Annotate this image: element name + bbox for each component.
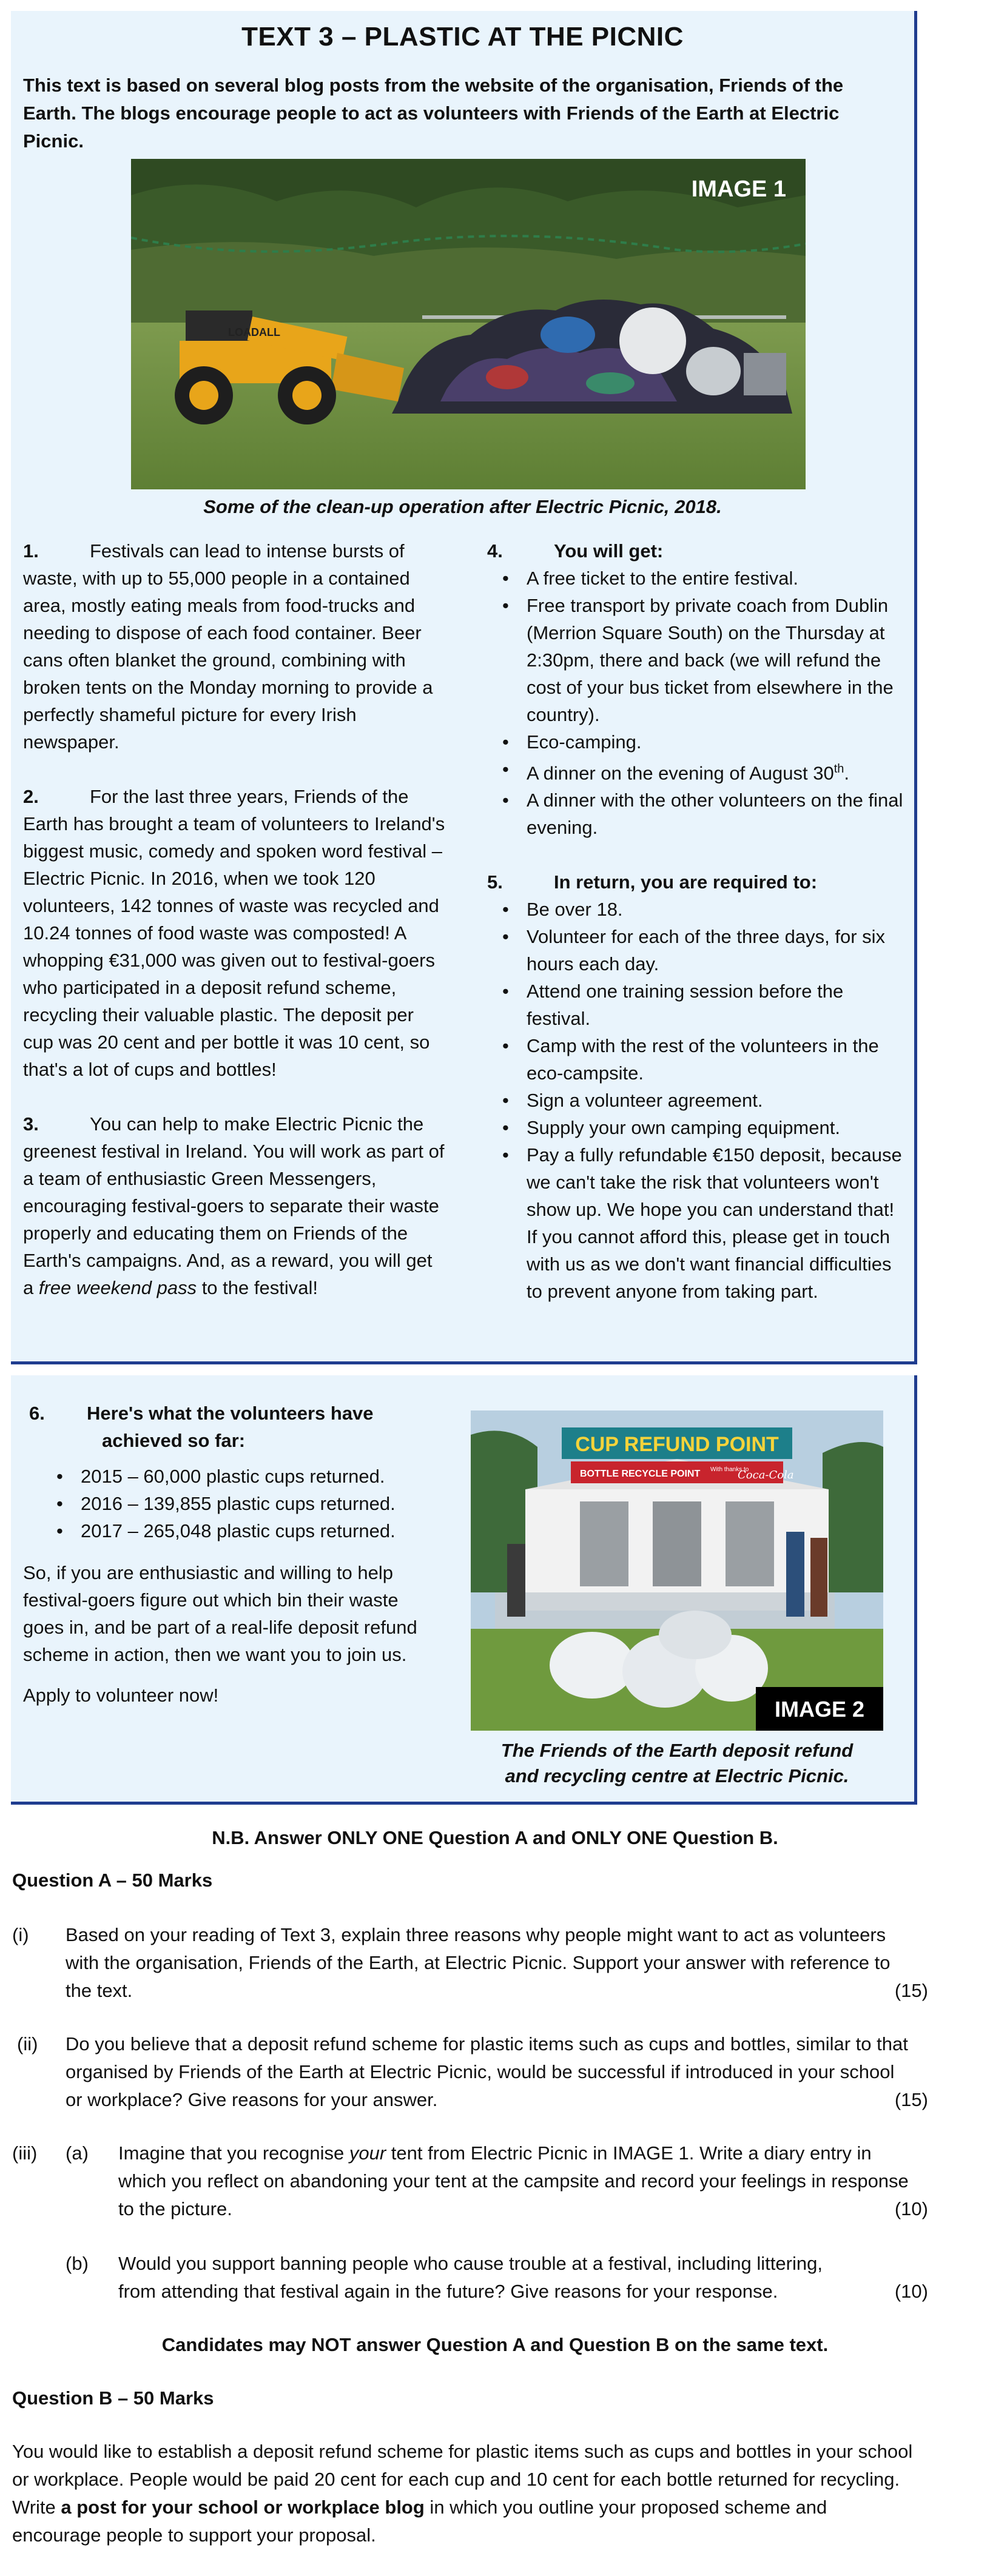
- question-a-iii-b: [12, 2250, 928, 2308]
- question-b-bold: a post for your school or workplace blog: [61, 2497, 425, 2518]
- list-item-text: A dinner on the evening of August 30: [527, 762, 834, 784]
- question-a-iii-a-italic: your: [349, 2142, 386, 2164]
- question-b-text-end: in which you outline your proposed scheme and encourage people to support your proposal.: [12, 2497, 827, 2546]
- section-3-text: You can help to make Electric Picnic the greenest festival in Ireland. You will work as part of a team of enthusiastic Green Messengers, encouraging festival-goers to separate their waste properly and educating them on Friends of the Earth's campaigns. And, as a reward, you will get a: [23, 1113, 445, 1298]
- question-a-iii-a: [12, 2139, 928, 2224]
- image-1-label: IMAGE 1: [691, 176, 786, 202]
- section-6: [23, 1400, 436, 1709]
- question-a-heading: Question A – 50 Marks: [12, 1870, 213, 1891]
- achievements-panel: [11, 1375, 917, 1805]
- list-item: • 2016 – 139,855 plastic cups returned.: [41, 1490, 436, 1517]
- list-item: • Attend one training session before the festival.: [487, 978, 906, 1032]
- list-item-end: .: [844, 762, 850, 784]
- section-6-heading-line2: achieved so far:: [102, 1430, 246, 1451]
- image-2-caption-line2: and recycling centre at Electric Picnic.: [505, 1765, 849, 1786]
- section-3-italic: free weekend pass: [38, 1277, 197, 1298]
- image-2-label: IMAGE 2: [774, 1697, 865, 1722]
- image-2-caption: [471, 1738, 883, 1789]
- question-a-ii: [12, 2030, 928, 2115]
- section-5-number: 5.: [487, 871, 503, 893]
- bottle-recycle-sign: BOTTLE RECYCLE POINT: [580, 1469, 701, 1479]
- image-1-caption: Some of the clean-up operation after Electric Picnic, 2018.: [203, 496, 722, 517]
- list-item: • A dinner with the other volunteers on the final evening.: [487, 787, 906, 841]
- list-item: • Eco-camping.: [487, 728, 906, 756]
- question-label: (iii): [12, 2142, 38, 2164]
- question-marks: (15): [894, 2089, 928, 2110]
- loader-brand-text: LOADALL: [228, 326, 280, 338]
- question-text: [66, 2030, 915, 2114]
- question-a-i: [12, 1921, 928, 2006]
- question-a-iii-a-text: Imagine that you recognise: [118, 2142, 349, 2164]
- ordinal-suffix: th: [833, 762, 844, 776]
- section-6-heading-line1: Here's what the volunteers have: [87, 1403, 374, 1424]
- question-b-text: [12, 2438, 916, 2549]
- apply-text: Apply to volunteer now!: [23, 1685, 219, 1706]
- question-a-iii-b-text: Would you support banning people who cause trouble at a festival, including littering, from attending that festival again in the future? Give reasons for your response.: [118, 2253, 823, 2302]
- image-1-cleanup-photo: [131, 159, 806, 489]
- section-6-closing: So, if you are enthusiastic and willing to help festival-goers figure out which bin their waste goes in, and be part of a real-life deposit refund scheme in action, then we want you to join us.: [23, 1562, 417, 1665]
- sign-thanks-text: With thanks to: [710, 1466, 749, 1473]
- question-sublabel: (a): [66, 2142, 89, 2164]
- section-4: [487, 537, 906, 841]
- section-1: [23, 537, 448, 756]
- list-item: • Be over 18.: [487, 896, 906, 923]
- question-a-iii-a-text-end: tent from Electric Picnic in IMAGE 1. Write a diary entry in which you reflect on abandoning your tent at the campsite and record your feelings in response to the picture.: [118, 2142, 909, 2219]
- list-item: • Free transport by private coach from Dublin (Merrion Square South) on the Thursday at 2:30pm, there and back (we will refund the cost of your bus ticket from elsewhere in the country).: [487, 592, 906, 728]
- section-3-number: 3.: [23, 1113, 39, 1135]
- section-1-number: 1.: [23, 540, 39, 562]
- page-title: TEXT 3 – PLASTIC AT THE PICNIC: [241, 22, 684, 52]
- cup-refund-sign: CUP REFUND POINT: [575, 1433, 779, 1456]
- list-item: • Sign a volunteer agreement.: [487, 1087, 906, 1114]
- question-sublabel: (b): [66, 2253, 89, 2274]
- image-2-refund-point-photo: [471, 1410, 883, 1731]
- section-6-number: 6.: [29, 1403, 45, 1424]
- question-marks: (10): [894, 2198, 928, 2219]
- section-4-number: 4.: [487, 540, 503, 562]
- section-4-heading: You will get:: [554, 540, 664, 562]
- list-item: [487, 756, 906, 787]
- question-b-text-start: You would like to establish a deposit refund scheme for plastic items such as cups and bottles in your school or workplace. People would be paid 20 cent for each cup and 10 cent for each bottle returned for recycling. Write: [12, 2441, 913, 2518]
- image-2-caption-line1: The Friends of the Earth deposit refund: [500, 1740, 854, 1761]
- candidates-warning: Candidates may NOT answer Question A and Question B on the same text.: [161, 2334, 829, 2355]
- section-2-text: For the last three years, Friends of the Earth has brought a team of volunteers to Ireland's biggest music, comedy and spoken word festival – Electric Picnic. In 2016, when we took 120 volunteers, 142 tonnes of waste was recycled and 10.24 tonnes of food waste was composted! A whopping €31,000 was given out to festival-goers who participated in a deposit refund scheme, recycling their valuable plastic. The deposit per cup was 20 cent and per bottle it was 10 cent, so that's a lot of cups and bottles!: [23, 786, 445, 1080]
- section-4-list: [487, 565, 906, 841]
- question-marks: (15): [894, 1980, 928, 2001]
- question-label: (i): [12, 1924, 29, 1945]
- question-marks: (10): [894, 2281, 928, 2302]
- question-label: (ii): [17, 2033, 38, 2054]
- section-3: [23, 1110, 448, 1301]
- section-5-list: [487, 896, 906, 1305]
- nb-instruction: N.B. Answer ONLY ONE Question A and ONLY ONE Question B.: [212, 1827, 778, 1848]
- section-6-heading: [23, 1400, 436, 1454]
- list-item: • 2015 – 60,000 plastic cups returned.: [41, 1463, 436, 1490]
- question-text: [66, 1921, 915, 2005]
- section-3-text-end: to the festival!: [197, 1277, 318, 1298]
- list-item: • 2017 – 265,048 plastic cups returned.: [41, 1517, 436, 1545]
- section-5: [487, 868, 906, 1305]
- sign-brand-text: Coca-Cola: [738, 1469, 794, 1481]
- question-a-ii-text: Do you believe that a deposit refund scheme for plastic items such as cups and bottles, similar to that organised by Friends of the Earth at Electric Picnic, would be successful if introduced in your school or workplace? Give reasons for your answer.: [66, 2033, 908, 2110]
- question-a-i-text: Based on your reading of Text 3, explain three reasons why people might want to act as volunteers with the organisation, Friends of the Earth, at Electric Picnic. Support your answer with reference to the text.: [66, 1924, 891, 2001]
- section-5-heading: In return, you are required to:: [554, 871, 818, 893]
- question-b-heading: Question B – 50 Marks: [12, 2387, 214, 2409]
- section-2-number: 2.: [23, 786, 39, 807]
- intro-text: This text is based on several blog posts from the website of the organisation, Friends of the Earth. The blogs encourage people to act as volunteers with Friends of the Earth at Electric Picnic.: [23, 75, 844, 152]
- list-item: • A free ticket to the entire festival.: [487, 565, 906, 592]
- right-column: [487, 537, 906, 1305]
- list-item: • Volunteer for each of the three days, for six hours each day.: [487, 923, 906, 978]
- question-text: [118, 2139, 913, 2223]
- section-2: [23, 783, 448, 1083]
- left-column: [23, 537, 448, 1329]
- section-1-text: Festivals can lead to intense bursts of waste, with up to 55,000 people in a contained area, mostly eating meals from food-trucks and needing to dispose of each food container. Beer cans often blanket the ground, combining with broken tents on the Monday morning to provide a perfectly shameful picture for every Irish newspaper.: [23, 540, 433, 753]
- question-text: [118, 2250, 858, 2306]
- list-item: • Supply your own camping equipment.: [487, 1114, 906, 1141]
- list-item: • Pay a fully refundable €150 deposit, because we can't take the risk that volunteers won't show up. We hope you can understand that! If you cannot afford this, please get in touch with us as we don't want financial difficulties to prevent anyone from taking part.: [487, 1141, 906, 1305]
- section-6-list: [41, 1463, 436, 1545]
- list-item: • Camp with the rest of the volunteers in the eco-campsite.: [487, 1032, 906, 1087]
- text3-panel: [11, 11, 917, 1364]
